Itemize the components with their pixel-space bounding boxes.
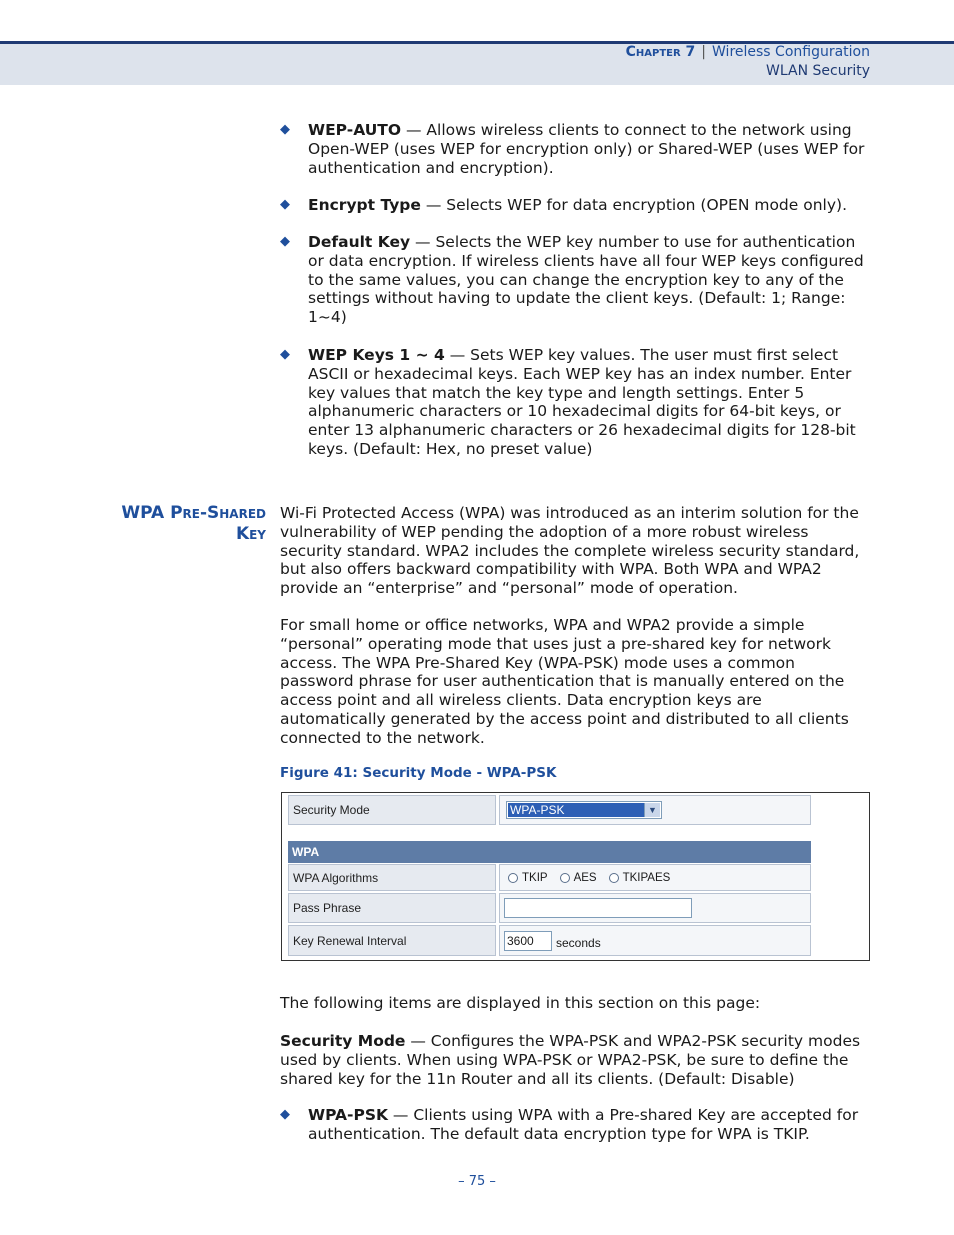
pass-phrase-row [288,893,811,923]
bullet-text: — Allows wireless clients to connect to the network using Open-WEP (uses WEP for encryption only) or Shared-WEP (uses WEP for authentication and encryption). [308,121,865,177]
radio-label: TKIPAES [622,871,671,884]
radio-circle-icon [560,873,570,883]
following-intro: The following items are displayed in this section on this page: [280,994,761,1012]
pass-phrase-input[interactable] [504,898,692,918]
diamond-bullet-icon: ◆ [280,197,290,212]
wpa-algorithms-cell [499,864,811,891]
figure-caption: Figure 41: Security Mode - WPA-PSK [280,765,557,781]
wpa-algorithms-label: WPA Algorithms [288,864,496,891]
bullet-text: — Sets WEP key values. The user must first select ASCII or hexadecimal keys. Each WEP key has an index number. Enter key values that match the key type and length settings. Enter 5 alphanumeric characters or 10 hexadecimal digits for 64-bit keys, or enter 13 alphanumeric characters or 26 hexadecimal digits for 128-bit keys. (Default: Hex, no preset value) [308,346,856,458]
chapter-label: Chapter 7 [625,44,696,60]
security-mode-label: Security Mode [288,795,496,825]
diamond-bullet-icon: ◆ [280,122,290,137]
bullet-term: Encrypt Type [308,196,421,214]
bullet-term: WEP-AUTO [308,121,402,139]
diamond-bullet-icon: ◆ [280,347,290,362]
bullet-term: WEP Keys 1 ~ 4 [308,346,445,364]
bullet-text: — Selects WEP for data encryption (OPEN mode only). [420,196,847,214]
paragraph-wpa-psk: For small home or office networks, WPA and WPA2 provide a simple “personal” operating mode that uses just a pre-shared key for network access. The WPA Pre-Shared Key (WPA-PSK) mode uses a common password phrase for user authentication that is manually entered on the access point and all wireless clients. Data encryption keys are automatically generated by the access point and distributed to all clients connected to the network. [280,616,849,747]
security-mode-select[interactable] [506,801,662,819]
radio-aes[interactable] [560,872,597,884]
key-renewal-unit: seconds [556,935,601,950]
radio-label: TKIP [522,871,548,884]
key-renewal-input[interactable]: 3600 [504,931,552,951]
bullet-term: WPA-PSK [308,1106,388,1124]
radio-circle-icon [508,873,518,883]
security-mode-cell [499,795,811,825]
bullet-term: Default Key [308,233,411,251]
diamond-bullet-icon: ◆ [280,1107,290,1122]
header-separator: | [701,44,707,60]
radio-label: AES [573,871,597,884]
paragraph-wpa-intro: Wi-Fi Protected Access (WPA) was introduced as an interim solution for the vulnerability of WEP pending the adoption of a more robust wireless security standard. WPA2 includes the complete wireless security standard, but also offers backward compatibility with WPA. Both WPA and WPA2 provide an “enterprise” and “personal” mode of operation. [280,504,860,598]
figure-security-mode-screenshot [281,792,870,961]
chevron-down-icon[interactable]: ▼ [644,803,660,817]
radio-tkipaes[interactable] [609,872,671,884]
item-term: Security Mode [280,1032,406,1050]
bullet-text: — Clients using WPA with a Pre-shared Key are accepted for authentication. The default data encryption type for WPA is TKIP. [308,1106,859,1143]
page-number: – 75 – [458,1174,496,1189]
section-heading-line1: WPA Pre-Shared [121,503,266,523]
pass-phrase-label: Pass Phrase [288,893,496,923]
security-mode-description [280,1032,870,1088]
key-renewal-cell [499,925,811,956]
running-header-section: WLAN Security [766,63,870,79]
diamond-bullet-icon: ◆ [280,234,290,249]
key-renewal-row [288,925,811,956]
running-header-chapter [626,44,870,60]
security-mode-row [288,795,811,825]
pass-phrase-cell [499,893,811,923]
key-renewal-label: Key Renewal Interval [288,925,496,956]
security-mode-selected: WPA-PSK [508,803,646,817]
wpa-algorithms-row [288,864,811,891]
section-heading-line2: Key [235,524,266,544]
chapter-title: Wireless Configuration [712,44,870,60]
radio-circle-icon [609,873,619,883]
item-text: — Configures the WPA-PSK and WPA2-PSK security modes used by clients. When using WPA-PSK or WPA2-PSK, be sure to define the shared key for the 11n Router and all its clients. (Default: Disable) [280,1032,861,1088]
section-heading [66,503,266,545]
radio-tkip[interactable] [508,872,548,884]
bullet-text: — Selects the WEP key number to use for authentication or data encryption. If wireless clients have all four WEP keys configured to the same values, you can change the encryption key to any of the settings without having to update the client keys. (Default: 1; Range: 1~4) [308,233,864,327]
wpa-section-header: WPA [288,841,811,863]
